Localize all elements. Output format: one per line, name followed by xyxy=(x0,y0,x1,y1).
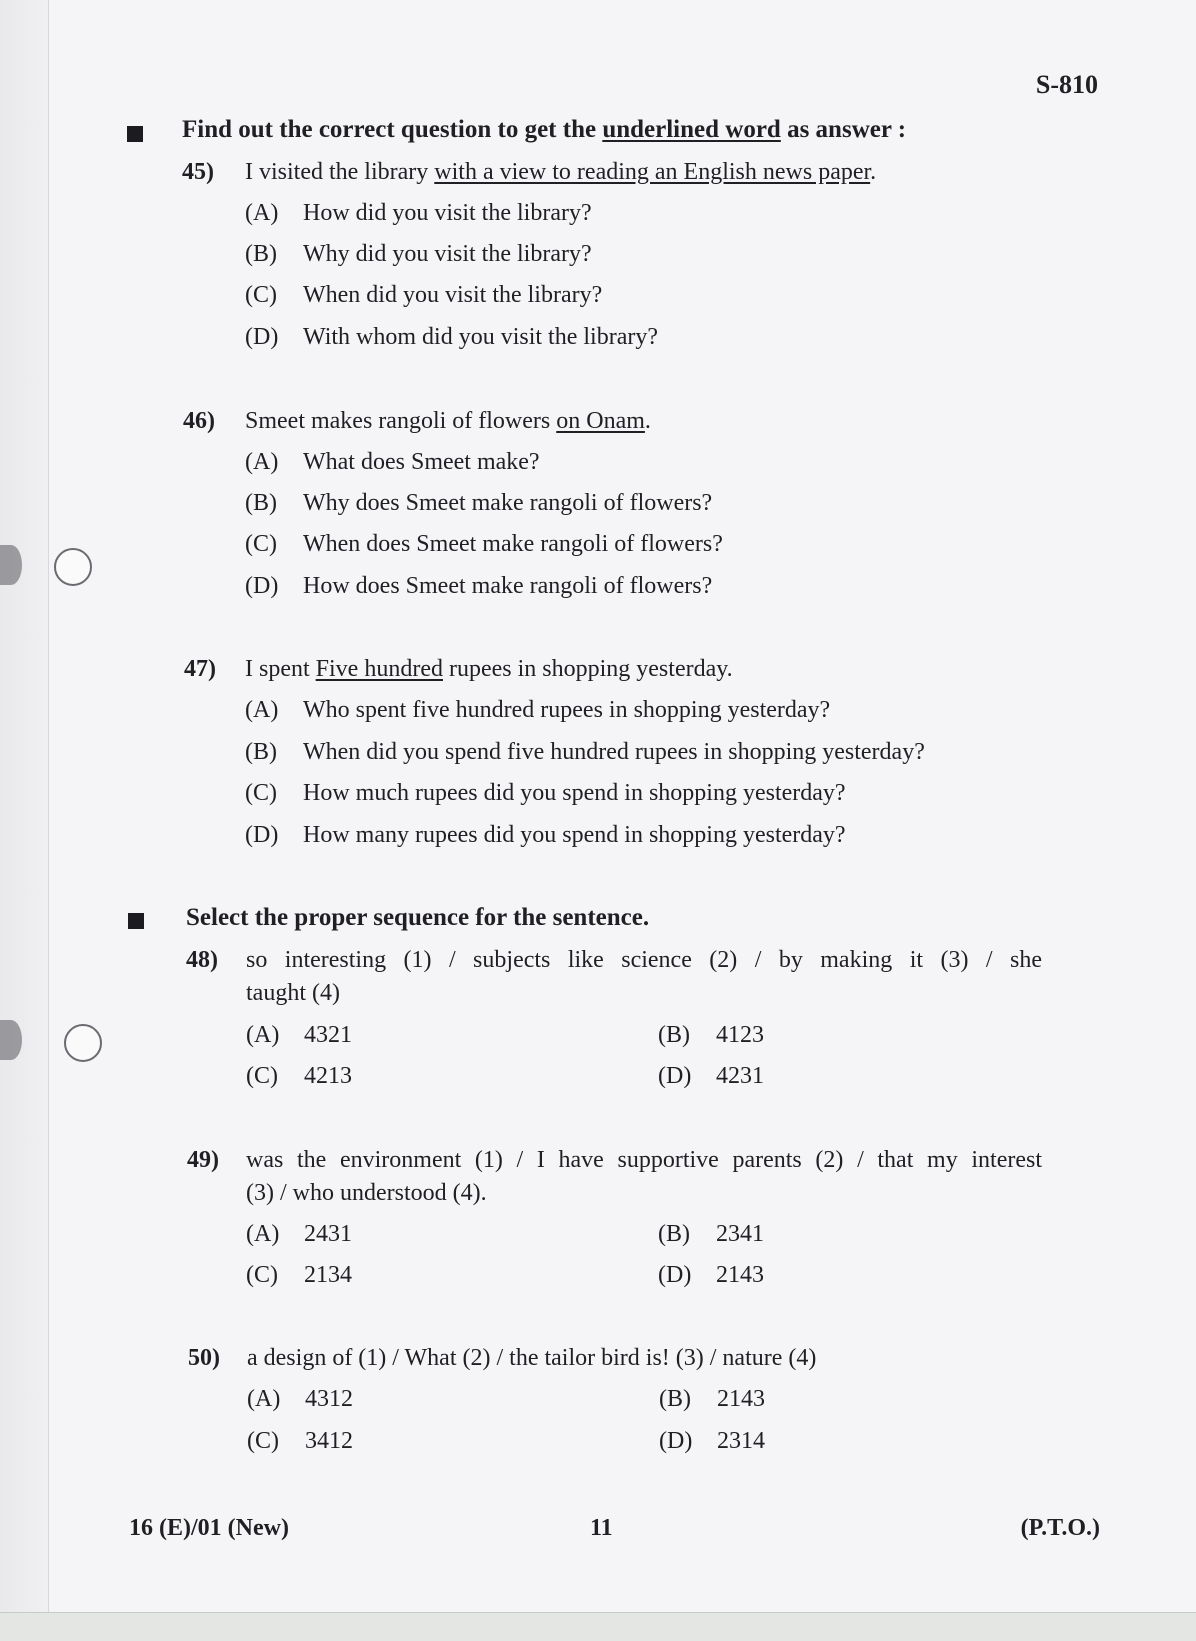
section-bullet xyxy=(128,913,144,929)
option-b[interactable]: (B) Why does Smeet make rangoli of flowers? xyxy=(245,490,713,516)
question-number: 49) xyxy=(187,1147,219,1173)
punch-hole xyxy=(64,1024,102,1062)
question-number: 47) xyxy=(184,656,216,682)
option-a[interactable]: (A) Who spent five hundred rupees in shopping yesterday? xyxy=(245,697,831,723)
option-a[interactable]: (A) 4312 xyxy=(247,1386,353,1412)
page-bottom-edge xyxy=(0,1612,1196,1641)
option-d[interactable]: (D) 2143 xyxy=(658,1262,764,1288)
option-c[interactable]: (C) 4213 xyxy=(246,1063,352,1089)
option-c[interactable]: (C) 2134 xyxy=(246,1262,352,1288)
option-b[interactable]: (B) 2341 xyxy=(658,1221,764,1247)
section-heading-sequence: Select the proper sequence for the sentence. xyxy=(186,904,650,931)
question-number: 50) xyxy=(188,1345,220,1371)
option-c[interactable]: (C) How much rupees did you spend in shopping yesterday? xyxy=(245,780,846,806)
question-number: 46) xyxy=(183,408,215,434)
question-47-text: I spent Five hundred rupees in shopping yesterday. xyxy=(245,656,733,682)
question-48-line-2: taught (4) xyxy=(246,980,340,1006)
question-46-text: Smeet makes rangoli of flowers on Onam. xyxy=(245,408,651,434)
option-c[interactable]: (C) When did you visit the library? xyxy=(245,282,603,308)
paper-code: S-810 xyxy=(1035,70,1098,99)
option-d[interactable]: (D) How many rupees did you spend in shopping yesterday? xyxy=(245,822,846,848)
punch-hole-shadow xyxy=(0,545,22,585)
please-turn-over: (P.T.O.) xyxy=(1020,1515,1100,1541)
page-number: 11 xyxy=(590,1515,613,1541)
punch-hole-shadow xyxy=(0,1020,22,1060)
section-bullet xyxy=(127,126,143,142)
question-45-text: I visited the library with a view to reading an English news paper. xyxy=(245,159,877,185)
option-d[interactable]: (D) 2314 xyxy=(659,1428,765,1454)
option-d[interactable]: (D) 4231 xyxy=(658,1063,764,1089)
option-c[interactable]: (C) When does Smeet make rangoli of flowers? xyxy=(245,531,723,557)
option-b[interactable]: (B) 2143 xyxy=(659,1386,765,1412)
option-c[interactable]: (C) 3412 xyxy=(247,1428,353,1454)
option-d[interactable]: (D) With whom did you visit the library? xyxy=(245,324,658,350)
footer-paper-id: 16 (E)/01 (New) xyxy=(129,1515,289,1541)
question-number: 48) xyxy=(186,947,218,973)
option-a[interactable]: (A) 2431 xyxy=(246,1221,352,1247)
option-a[interactable]: (A) How did you visit the library? xyxy=(245,200,592,226)
option-b[interactable]: (B) 4123 xyxy=(658,1022,764,1048)
question-number: 45) xyxy=(182,159,214,185)
question-50-text: a design of (1) / What (2) / the tailor bird is! (3) / nature (4) xyxy=(247,1345,817,1371)
option-d[interactable]: (D) How does Smeet make rangoli of flowers? xyxy=(245,573,713,599)
page-binding-margin xyxy=(0,0,48,1640)
punch-hole xyxy=(54,548,92,586)
option-a[interactable]: (A) What does Smeet make? xyxy=(245,449,540,475)
option-a[interactable]: (A) 4321 xyxy=(246,1022,352,1048)
question-49-line-2: (3) / who understood (4). xyxy=(246,1180,487,1206)
question-49-line-1: was the environment (1) / I have supportive parents (2) / that my interest xyxy=(246,1147,1042,1173)
section-heading-underlined-word: Find out the correct question to get the underlined word as answer : xyxy=(182,116,907,143)
option-b[interactable]: (B) Why did you visit the library? xyxy=(245,241,592,267)
option-b[interactable]: (B) When did you spend five hundred rupees in shopping yesterday? xyxy=(245,739,925,765)
question-48-line-1: so interesting (1) / subjects like science (2) / by making it (3) / she xyxy=(246,947,1042,973)
